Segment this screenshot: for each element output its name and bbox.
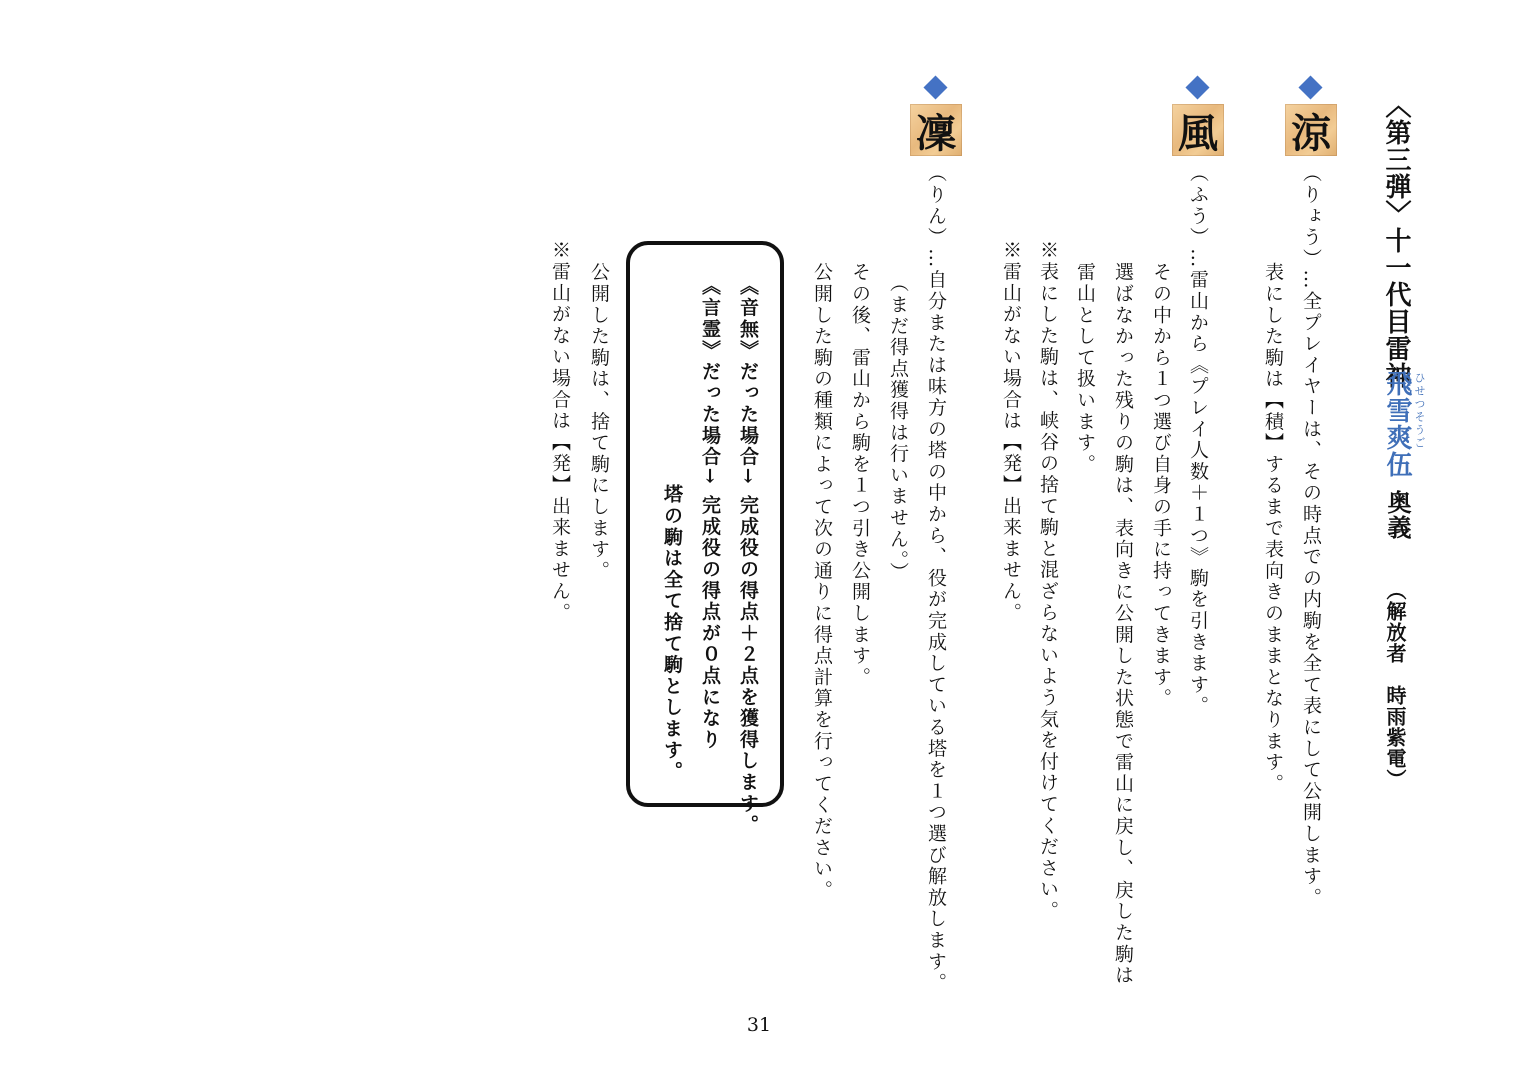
page-title: 〈第三弾〉十一代目雷神 <box>1381 92 1411 389</box>
section-rin-line-2: （まだ得点獲得は行いません。） <box>887 273 909 583</box>
section-fuu-line-4: 雷山として扱います。 <box>1074 262 1096 475</box>
tile-ryou: 涼 <box>1285 104 1337 156</box>
section-fuu-note-2: ※雷山がない場合は【発】出来ません。 <box>1000 240 1022 624</box>
tile-rin: 凜 <box>910 104 962 156</box>
section-rin-line-4: 公開した駒の種類によって次の通りに得点計算を行ってください。 <box>811 262 833 901</box>
section-fuu-line-2: その中から１つ選び自身の手に持ってきます。 <box>1150 262 1172 710</box>
section-rin-line-3: その後、雷山から駒を１つ引き公開します。 <box>849 262 871 688</box>
section-ryou-line-1: （りょう）…全プレイヤーは、その時点での内駒を全て表にして公開します。 <box>1300 163 1322 909</box>
section-rin-line-1: （りん）…自分または味方の塔の中から、役が完成している塔を１つ選び解放します。 <box>925 163 947 994</box>
ougi-label: 奥義 <box>1383 490 1412 540</box>
move-name-reading: ひせつそうご <box>1413 372 1426 450</box>
section-fuu-line-3: 選ばなかった残りの駒は、表向きに公開した状態で雷山に戻し、戻した駒は <box>1112 262 1134 987</box>
diamond-icon <box>1185 75 1209 99</box>
diamond-icon <box>1298 75 1322 99</box>
outcome-kotodama-cont: 塔の駒は全て捨て駒とします。 <box>661 484 683 783</box>
section-fuu-line-1: （ふう）…雷山から《プレイ人数＋１つ》駒を引きます。 <box>1187 163 1209 717</box>
liberator-label: （解放者 時雨紫電） <box>1383 580 1407 790</box>
section-fuu-note-1: ※表にした駒は、峡谷の捨て駒と混ざらないよう気を付けてください。 <box>1037 240 1059 922</box>
move-name: 飛雪爽伍 <box>1382 370 1412 478</box>
page-number: 31 <box>746 1014 772 1036</box>
section-rin-after-1: 公開した駒は、捨て駒にします。 <box>588 262 610 582</box>
tile-fuu: 風 <box>1172 104 1224 156</box>
outcome-otonashi: 《音無》だった場合→ 完成役の得点＋２点を獲得します。 <box>737 276 759 836</box>
diamond-icon <box>923 75 947 99</box>
section-rin-after-2: ※雷山がない場合は【発】出来ません。 <box>549 240 571 624</box>
section-ryou-line-2: 表にした駒は【積】するまで表向きのままとなります。 <box>1262 262 1284 795</box>
outcome-kotodama: 《言霊》だった場合→ 完成役の得点が０点になり <box>699 276 721 751</box>
